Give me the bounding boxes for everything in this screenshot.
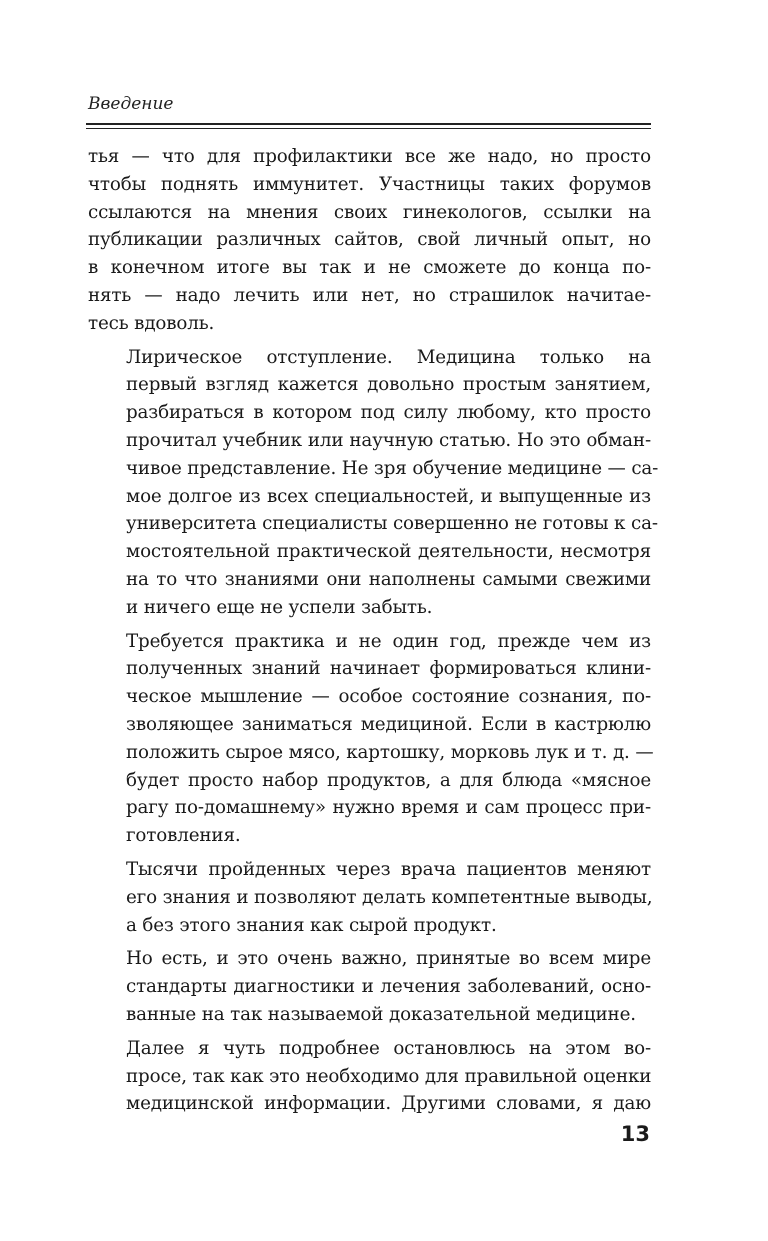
text-line: мостоятельной практической деятельности, несмотря bbox=[126, 541, 651, 563]
text-line: публикации различных сайтов, свой личный опыт, но bbox=[88, 229, 651, 251]
text-line: университета специалисты совершенно не готовы к са- bbox=[126, 513, 658, 535]
text-line: зволяющее заниматься медициной. Если в кастрюлю bbox=[126, 713, 651, 735]
text-line: тесь вдоволь. bbox=[88, 312, 215, 334]
text-line: полученных знаний начинает формироваться клини- bbox=[126, 658, 651, 680]
paragraph bbox=[88, 628, 654, 850]
text-line: мое долгое из всех специальностей, и выпущенные из bbox=[126, 485, 651, 507]
page-number: 13 bbox=[620, 1122, 650, 1146]
text-line: и ничего еще не успели забыть. bbox=[126, 596, 433, 618]
text-line: прочитал учебник или научную статью. Но это обман- bbox=[126, 429, 651, 451]
text-line: медицинской информации. Другими словами, я даю bbox=[126, 1093, 651, 1115]
paragraph bbox=[88, 945, 651, 1028]
text-line: стандарты диагностики и лечения заболеваний, осно- bbox=[126, 976, 651, 998]
paragraph bbox=[88, 143, 651, 338]
header-rule-thick bbox=[86, 123, 651, 125]
text-line: на то что знаниями они наполнены самыми свежими bbox=[126, 568, 651, 590]
text-line: Тысячи пройденных через врача пациентов меняют bbox=[126, 858, 651, 880]
text-line: просе, так как это необходимо для правильной оценки bbox=[126, 1065, 652, 1087]
text-line: чивое представление. Не зря обучение медицине — са- bbox=[126, 457, 659, 479]
text-line: разбираться в котором под силу любому, кто просто bbox=[126, 402, 651, 424]
text-line: тья — что для профилактики все же надо, но просто bbox=[88, 146, 651, 167]
text-line: готовления. bbox=[126, 825, 241, 847]
running-head-title: Введение bbox=[88, 94, 174, 114]
text-line: ческое мышление — особое состояние сознания, по- bbox=[126, 686, 651, 708]
header-rule-thin bbox=[86, 128, 651, 129]
paragraph bbox=[88, 344, 659, 622]
text-line: рагу по-домашнему» нужно время и сам процесс при- bbox=[126, 797, 651, 819]
text-line: Лирическое отступление. Медицина только на bbox=[126, 346, 651, 368]
paragraph bbox=[88, 1035, 651, 1118]
text-line: будет просто набор продуктов, а для блюда «мясное bbox=[126, 769, 651, 791]
text-line: в конечном итоге вы так и не сможете до конца по- bbox=[88, 257, 651, 279]
text-line: Требуется практика и не один год, прежде чем из bbox=[126, 630, 651, 652]
text-line: нять — надо лечить или нет, но страшилок начитае- bbox=[88, 284, 651, 306]
paragraph bbox=[88, 856, 651, 939]
body-text bbox=[88, 143, 659, 1118]
text-line: чтобы поднять иммунитет. Участницы таких форумов bbox=[88, 173, 651, 195]
text-line: Далее я чуть подробнее остановлюсь на этом во- bbox=[126, 1037, 651, 1059]
text-line: положить сырое мясо, картошку, морковь лук и т. д. — bbox=[126, 741, 654, 763]
text-line: ванные на так называемой доказательной медицине. bbox=[126, 1003, 636, 1025]
text-line: его знания и позволяют делать компетентные выводы, bbox=[126, 886, 653, 908]
text-line: Но есть, и это очень важно, принятые во всем мире bbox=[126, 948, 651, 970]
text-line: ссылаются на мнения своих гинекологов, ссылки на bbox=[88, 201, 651, 223]
text-line: а без этого знания как сырой продукт. bbox=[126, 914, 497, 936]
text-line: первый взгляд кажется довольно простым занятием, bbox=[126, 374, 651, 396]
